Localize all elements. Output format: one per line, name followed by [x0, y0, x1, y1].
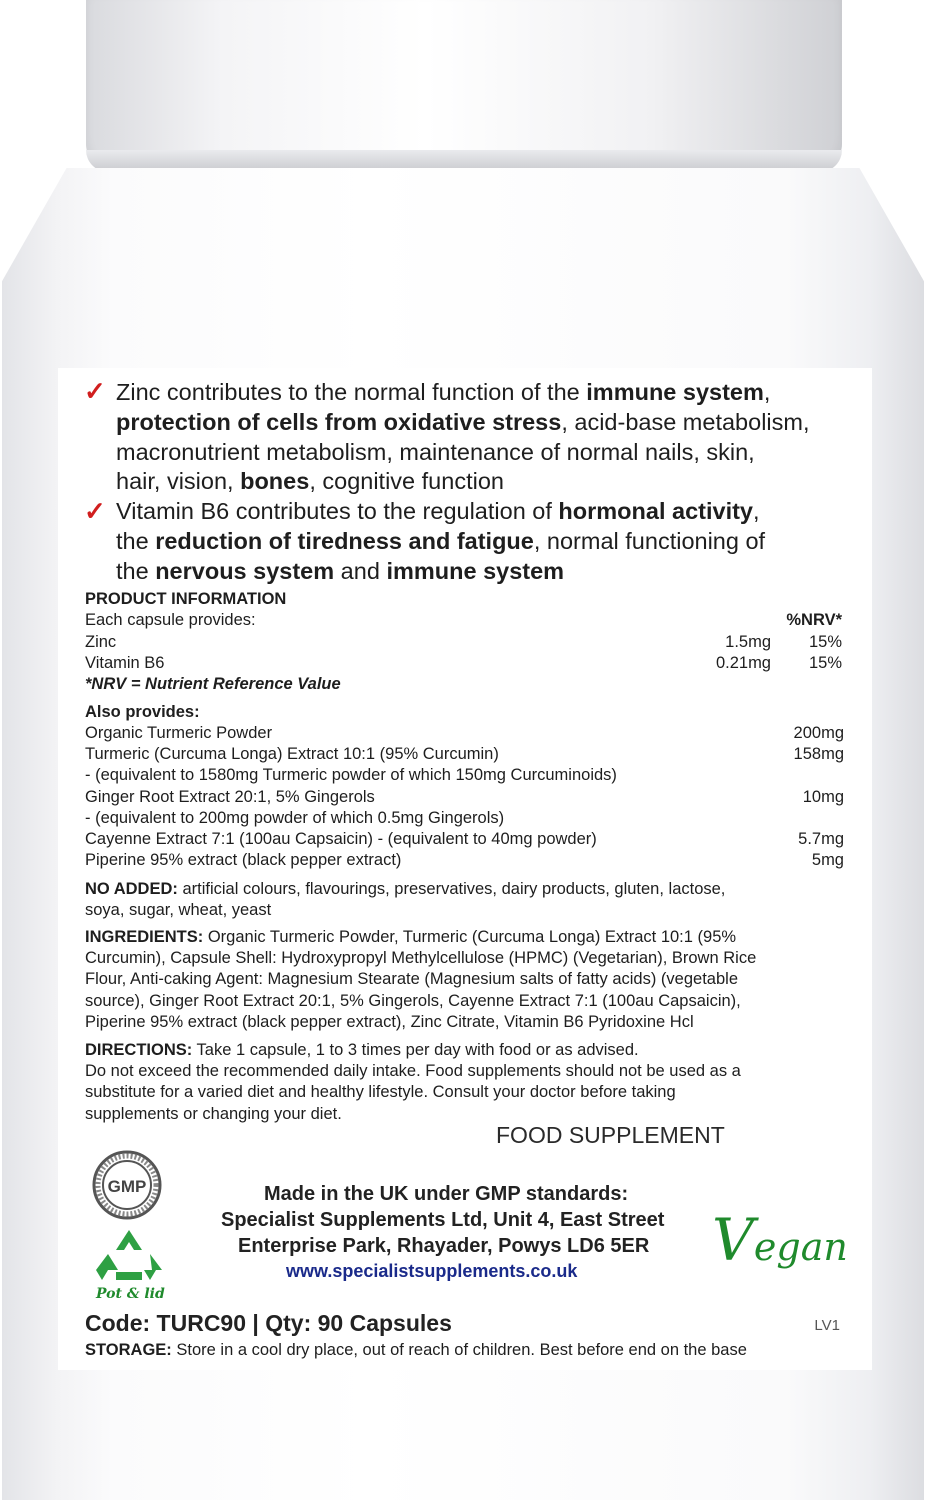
also-provides-amount: 10mg: [802, 788, 844, 806]
also-provides-amount: 5mg: [811, 851, 844, 869]
manufacturer-line-1: Made in the UK under GMP standards:: [264, 1183, 629, 1205]
also-provides-amount: 200mg: [793, 724, 844, 742]
claim-1-line-1: Zinc contributes to the normal function of the immune system,: [116, 379, 771, 405]
also-provides-item: - (equivalent to 200mg powder of which 0.5mg Gingerols): [85, 809, 505, 827]
claim-2-line-3: the nervous system and immune system: [116, 558, 565, 584]
gmp-logo-icon: [92, 1150, 162, 1220]
nutrient-nrv: 15%: [808, 654, 842, 672]
also-provides-amount: 5.7mg: [798, 830, 844, 848]
label-version: LV1: [814, 1317, 840, 1334]
nutrient-nrv: 15%: [808, 633, 842, 651]
recycle-icon: [94, 1226, 164, 1286]
nutrient-amount: 1.5mg: [725, 633, 771, 651]
food-supplement-label: FOOD SUPPLEMENT: [496, 1122, 725, 1148]
vegan-logo-text: egan: [753, 1225, 848, 1269]
also-provides-item: Ginger Root Extract 20:1, 5% Gingerols: [85, 788, 375, 806]
claim-1-line-4: hair, vision, bones, cognitive function: [116, 468, 504, 494]
also-provides-item: Turmeric (Curcuma Longa) Extract 10:1 (95% Curcumin): [85, 745, 499, 763]
claim-1-line-2: protection of cells from oxidative stress, acid-base metabolism,: [116, 409, 810, 435]
also-provides-item: Piperine 95% extract (black pepper extract): [85, 851, 402, 869]
check-icon: ✓: [84, 496, 106, 526]
vegan-logo: [712, 1206, 848, 1274]
also-provides-item: Organic Turmeric Powder: [85, 724, 273, 742]
also-provides-item: Cayenne Extract 7:1 (100au Capsaicin) - (equivalent to 40mg powder): [85, 830, 597, 848]
claim-2-line-2: the reduction of tiredness and fatigue, normal functioning of: [116, 528, 766, 554]
nutrient-amount: 0.21mg: [715, 654, 771, 672]
nutrient-name: Vitamin B6: [85, 654, 165, 672]
manufacturer-line-2: Specialist Supplements Ltd, Unit 4, East Street: [221, 1209, 665, 1231]
gmp-logo-text: GMP: [107, 1177, 147, 1196]
each-capsule-label: Each capsule provides:: [85, 611, 256, 629]
also-provides-heading: Also provides:: [85, 703, 200, 721]
manufacturer-line-3: Enterprise Park, Rhayader, Powys LD6 5ER: [238, 1235, 650, 1257]
no-added-text: NO ADDED: artificial colours, flavourings, preservatives, dairy products, gluten, lactose, soya, sugar, wheat, yeast: [85, 880, 726, 920]
directions-text: DIRECTIONS: Take 1 capsule, 1 to 3 times per day with food or as advised. Do not exceed the recommended daily intake. Food supplements should not be used as a substitute for a varied diet and healthy lifestyle. Consult your doctor before taking supplements or changing your diet.: [85, 1041, 741, 1123]
recycle-label: Pot & lid: [96, 1286, 165, 1302]
vegan-logo-initial: V: [712, 1206, 754, 1274]
nrv-header: %NRV*: [786, 611, 842, 629]
product-info-heading: PRODUCT INFORMATION: [85, 590, 287, 608]
nutrient-name: Zinc: [85, 633, 117, 651]
also-provides-item: - (equivalent to 1580mg Turmeric powder of which 150mg Curcuminoids): [85, 766, 617, 784]
website-link[interactable]: www.specialistsupplements.co.uk: [286, 1261, 578, 1281]
check-icon: ✓: [84, 376, 106, 406]
code-qty-line: Code: TURC90 | Qty: 90 Capsules: [85, 1310, 452, 1336]
bottle-lid: [86, 0, 842, 170]
also-provides-amount: 158mg: [793, 745, 844, 763]
ingredients-text: INGREDIENTS: Organic Turmeric Powder, Turmeric (Curcuma Longa) Extract 10:1 (95% Curcumin), Capsule Shell: Hydroxypropyl Methylcellulose (HPMC) (Vegetarian), Brown Rice Flour, Anti-caking Agent: Magnesium Stearate (Magnesium salts of fatty acids) (vegetable source), Ginger Root Extract 20:1, 5% Gingerols, Cayenne Extract 7:1 (100au Capsaicin), Piperine 95% extract (black pepper extract), Zinc Citrate, Vitamin B6 Pyridoxine Hcl: [85, 928, 757, 1031]
storage-text: STORAGE: Store in a cool dry place, out of reach of children. Best before end on the base: [85, 1341, 747, 1359]
nrv-note: *NRV = Nutrient Reference Value: [85, 675, 341, 693]
claim-2-line-1: Vitamin B6 contributes to the regulation of hormonal activity,: [116, 498, 760, 524]
claim-1-line-3: macronutrient metabolism, maintenance of normal nails, skin,: [116, 439, 755, 465]
